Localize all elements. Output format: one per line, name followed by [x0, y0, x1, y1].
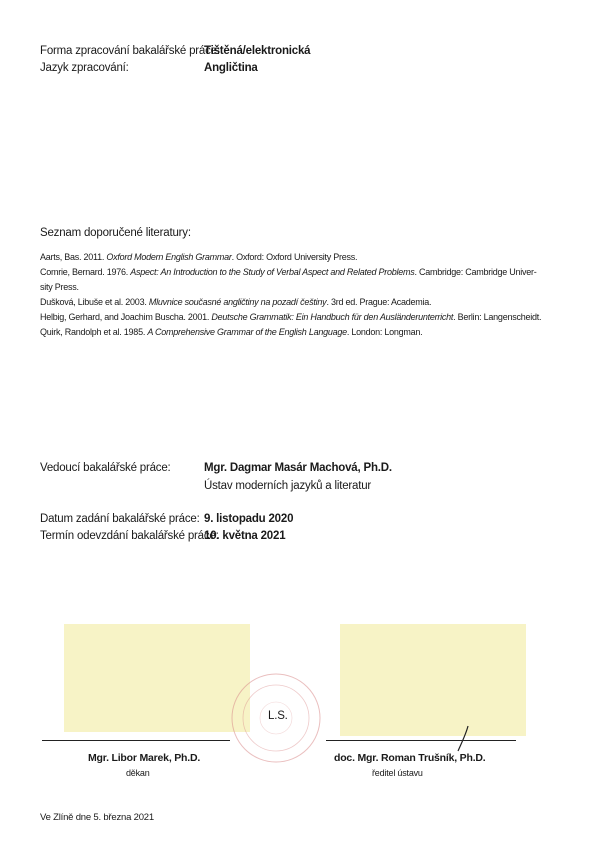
literature-heading: Seznam doporučené literatury: — [40, 227, 191, 239]
reference-publisher: . Cambridge: Cambridge Univer- — [414, 267, 537, 277]
director-name: doc. Mgr. Roman Trušník, Ph.D. — [334, 752, 486, 764]
deadline-label: Termín odevzdání bakalářské práce: — [40, 530, 219, 542]
reference-title: A Comprehensive Grammar of the English Language — [147, 327, 347, 337]
reference-item — [40, 296, 565, 311]
reference-author: Dušková, Libuše et al. 2003. — [40, 297, 149, 307]
supervisor-label: Vedoucí bakalářské práce: — [40, 462, 171, 474]
signature-stroke-icon — [452, 724, 476, 754]
reference-publisher: . 3rd ed. Prague: Academia. — [326, 297, 432, 307]
reference-item — [40, 311, 565, 326]
assigned-date-label: Datum zadání bakalářské práce: — [40, 513, 200, 525]
reference-author: Helbig, Gerhard, and Joachim Buscha. 2001. — [40, 312, 212, 322]
supervisor-name: Mgr. Dagmar Masár Machová, Ph.D. — [204, 462, 392, 474]
reference-title: Aspect: An Introduction to the Study of Verbal Aspect and Related Problems — [130, 267, 415, 277]
deadline-value: 10. května 2021 — [204, 530, 286, 542]
form-value: Tištěná/elektronická — [204, 45, 311, 57]
ls-mark: L.S. — [268, 710, 288, 722]
reference-publisher: . Berlin: Langenscheidt. — [453, 312, 542, 322]
signature-stamp-area-left — [64, 624, 250, 732]
reference-publisher: . Oxford: Oxford University Press. — [231, 252, 358, 262]
director-role: ředitel ústavu — [372, 768, 423, 778]
signature-stamp-area-right — [340, 624, 526, 736]
reference-author: Quirk, Randolph et al. 1985. — [40, 327, 148, 337]
reference-author: Comrie, Bernard. 1976. — [40, 267, 131, 277]
reference-item — [40, 266, 565, 281]
language-label: Jazyk zpracování: — [40, 62, 129, 74]
reference-author: Aarts, Bas. 2011. — [40, 252, 107, 262]
dean-role: děkan — [126, 768, 150, 778]
reference-publisher: . London: Longman. — [346, 327, 423, 337]
reference-item — [40, 326, 565, 341]
supervisor-department: Ústav moderních jazyků a literatur — [204, 480, 372, 492]
reference-title: Oxford Modern English Grammar — [106, 252, 232, 262]
reference-title: Mluvnice současné angličtiny na pozadí češtiny — [148, 297, 327, 307]
signature-line-right — [326, 740, 516, 741]
signature-line-left — [42, 740, 230, 741]
form-label: Forma zpracování bakalářské práce: — [40, 45, 220, 57]
language-value: Angličtina — [204, 62, 258, 74]
reference-title: Deutsche Grammatik: Ein Handbuch für den Ausländerunterricht — [211, 312, 454, 322]
reference-continuation: sity Press. — [40, 282, 79, 292]
reference-item — [40, 251, 565, 266]
assigned-date-value: 9. listopadu 2020 — [204, 513, 294, 525]
dean-name: Mgr. Libor Marek, Ph.D. — [88, 752, 201, 764]
reference-list — [40, 251, 565, 341]
place-date: Ve Zlíně dne 5. března 2021 — [40, 812, 154, 823]
